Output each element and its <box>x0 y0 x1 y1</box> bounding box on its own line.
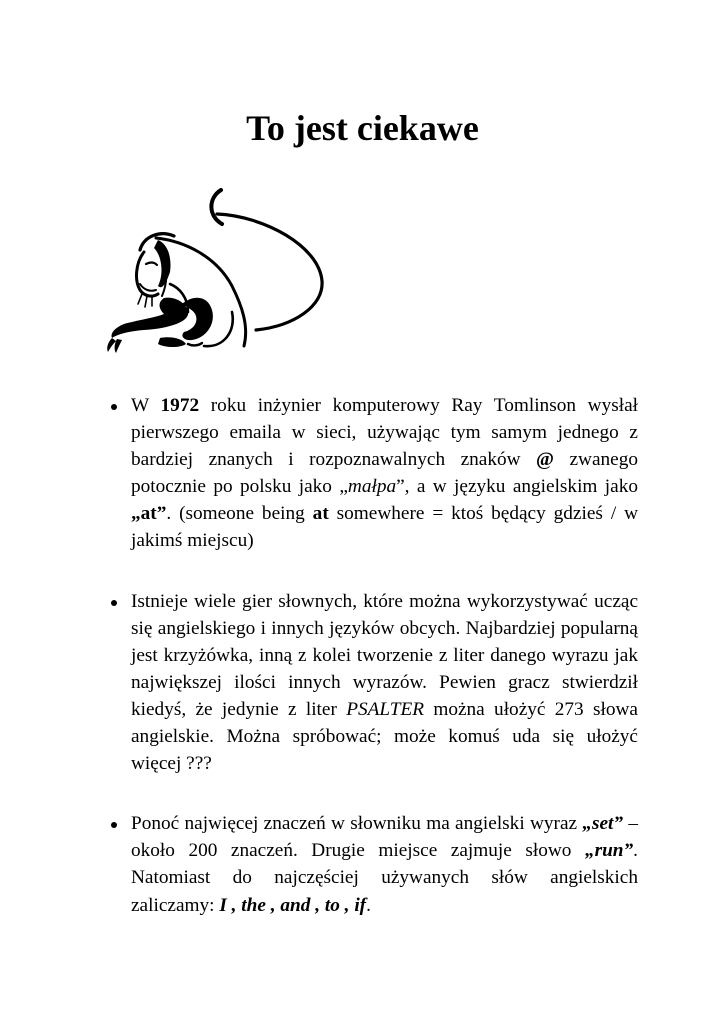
text-segment: roku inżynier komputerowy Ray Tomlinson wysłał pierwszego emaila w sieci, używając tym samym jednego z bardziej znanych i rozpoznawalnych znaków <box>131 395 638 471</box>
text-segment: I , the , and , to , if <box>219 894 367 916</box>
page-title: To jest ciekawe <box>246 108 479 148</box>
text-segment: małpa <box>347 476 397 498</box>
text-segment: Ponoć najwięcej znaczeń w słowniku ma angielski wyraz <box>131 813 583 835</box>
text-segment: 1972 <box>160 395 200 416</box>
text-segment: @ <box>536 449 554 471</box>
bullet-text <box>131 588 638 778</box>
text-segment: W <box>131 395 161 416</box>
text-segment: „set” <box>582 813 624 835</box>
text-segment: at <box>312 503 329 525</box>
text-segment: „run” <box>584 840 634 862</box>
list-item <box>0 810 725 918</box>
bullet-dot <box>111 600 117 606</box>
text-segment: można ułożyć 273 słowa angielskie. Można spróbować; może komuś uda się ułożyć więcej ??? <box>131 698 638 775</box>
list-item <box>0 392 725 555</box>
text-segment: . Natomiast do najczęściej używanych słów angielskich zaliczamy: <box>131 840 638 916</box>
text-segment: – około 200 znaczeń. Drugie miejsce zajmuje słowo <box>131 813 638 862</box>
text-segment: ”, a w języku angielskim jako <box>396 476 638 498</box>
list-item <box>0 588 725 778</box>
text-segment: „at” <box>131 503 167 525</box>
text-segment: zwanego potocznie po polsku jako „ <box>131 449 638 498</box>
bullet-dot <box>111 404 117 410</box>
text-segment: . <box>366 894 371 916</box>
bullet-dot <box>111 822 117 828</box>
monkey-icon <box>104 186 336 358</box>
text-segment: . (someone being <box>166 503 313 525</box>
text-segment: Istnieje wiele gier słownych, które można wykorzystywać ucząc się angielskiego i innych języków obcych. Najbardziej popularną jest krzyżówka, inną z kolei tworzenie z liter danego wyrazu jak największej ilości innych wyrazów. Pewien gracz stwierdził kiedyś, że jedynie z liter <box>131 590 638 720</box>
bullet-text <box>131 810 638 918</box>
text-segment: PSALTER <box>346 698 425 720</box>
bullet-text <box>131 392 638 555</box>
bullet-list <box>0 392 725 952</box>
text-segment: somewhere = ktoś będący gdzieś / w jakimś miejscu) <box>131 503 638 552</box>
